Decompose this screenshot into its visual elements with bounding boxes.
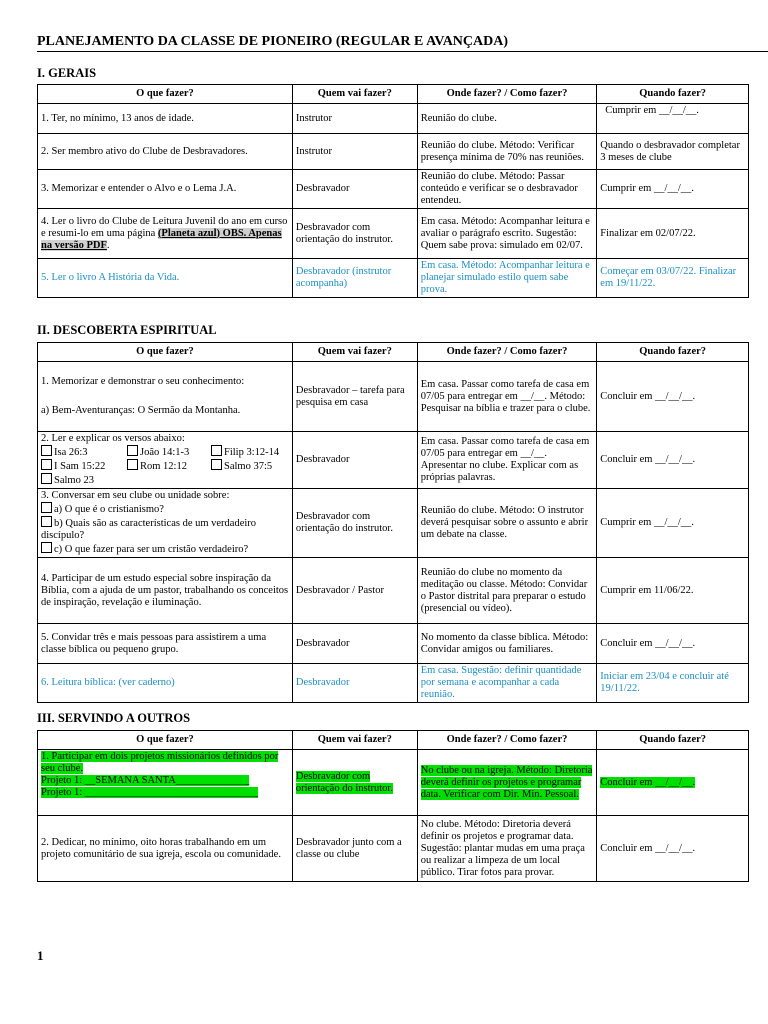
- header-who: Quem vai fazer?: [292, 85, 417, 104]
- checkbox[interactable]: [41, 473, 52, 484]
- cell-where: Em casa. Sugestão: definir quantidade por semana e acompanhar a cada reunião.: [417, 664, 597, 703]
- table-servindo: [37, 730, 749, 882]
- cell-when: Concluir em __/__/__.: [597, 816, 749, 882]
- cell-where: No momento da classe bíblica. Método: Convidar amigos ou familiares.: [417, 624, 597, 664]
- table-row: [38, 816, 749, 882]
- table-row: [38, 170, 749, 209]
- cell-what: 3. Memorizar e entender o Alvo e o Lema J.A.: [38, 170, 293, 209]
- cell-who: Instrutor: [292, 104, 417, 134]
- verse-label: Salmo 37:5: [224, 461, 273, 472]
- cell-who: Desbravador: [292, 624, 417, 664]
- checkbox[interactable]: [127, 459, 138, 470]
- cell-who: Instrutor: [292, 134, 417, 170]
- cell-when: [597, 750, 749, 816]
- cell-when: Cumprir em __/__/__.: [597, 104, 749, 134]
- cell-where: Reunião do clube. Método: Passar conteúdo e verificar se o desbravador entendeu.: [417, 170, 597, 209]
- cell-what: 6. Leitura bíblica: (ver caderno): [38, 664, 293, 703]
- header-who: Quem vai fazer?: [292, 343, 417, 362]
- checkbox[interactable]: [41, 445, 52, 456]
- highlighted-note: (Planeta azul) OBS. Apenas na versão PDF: [41, 227, 282, 251]
- table-row: [38, 624, 749, 664]
- table-header-row: [38, 731, 749, 750]
- cell-where: Reunião do clube.: [417, 104, 597, 134]
- cell-what: [38, 489, 293, 558]
- cell-where: Em casa. Método: Acompanhar leitura e avaliar o parágrafo escrito. Sugestão: Quem sabe prova: simulado em 02/07.: [417, 209, 597, 259]
- cell-who: Desbravador: [292, 170, 417, 209]
- cell-when: Começar em 03/07/22. Finalizar em 19/11/22.: [597, 259, 749, 298]
- verse-label: Isa 26:3: [54, 447, 88, 458]
- verse-label: Rom 12:12: [140, 461, 187, 472]
- project-line: Projeto 1: __SEMANA SANTA______________: [41, 775, 250, 786]
- header-where: Onde fazer? / Como fazer?: [417, 85, 597, 104]
- table-row: [38, 432, 749, 489]
- cell-who: Desbravador com orientação do instrutor.: [292, 209, 417, 259]
- checkbox[interactable]: [211, 445, 222, 456]
- cell-text: 3. Conversar em seu clube ou unidade sobre:: [41, 490, 230, 501]
- cell-text: 1. Participar em dois projetos missionários definidos por seu clube.: [41, 751, 279, 774]
- cell-text: 4. Ler o livro do Clube de Leitura Juvenil do ano em curso e resumi-lo em uma página: [41, 215, 288, 239]
- cell-when: Cumprir em __/__/__.: [597, 170, 749, 209]
- cell-where: Reunião do clube. Método: Verificar presença mínima de 70% nas reuniões.: [417, 134, 597, 170]
- cell-when: Cumprir em __/__/__.: [597, 489, 749, 558]
- header-where: Onde fazer? / Como fazer?: [417, 343, 597, 362]
- cell-what: 2. Ser membro ativo do Clube de Desbravadores.: [38, 134, 293, 170]
- cell-text: 2. Ler e explicar os versos abaixo:: [41, 433, 185, 444]
- cell-what: [38, 209, 293, 259]
- table-row: [38, 489, 749, 558]
- cell-when: Finalizar em 02/07/22.: [597, 209, 749, 259]
- cell-when: Iniciar em 23/04 e concluir até 19/11/22.: [597, 664, 749, 703]
- section-heading-servindo: III. SERVINDO A OUTROS: [37, 711, 191, 725]
- cell-when: Concluir em __/__/__.: [597, 362, 749, 432]
- verse-label: João 14:1-3: [140, 447, 190, 458]
- cell-who: Desbravador junto com a classe ou clube: [292, 816, 417, 882]
- cell-text: Desbravador com orientação do instrutor.: [295, 770, 393, 794]
- cell-what: 5. Ler o livro A História da Vida.: [38, 259, 293, 298]
- table-header-row: [38, 85, 749, 104]
- cell-who: Desbravador: [292, 432, 417, 489]
- table-row: [38, 664, 749, 703]
- cell-when: Concluir em __/__/__.: [597, 624, 749, 664]
- checkbox[interactable]: [41, 542, 52, 553]
- cell-what: 4. Participar de um estudo especial sobre inspiração da Bíblia, com a ajuda de um pastor, trabalhando os conceitos de inspiração, revelação e iluminação.: [38, 558, 293, 624]
- cell-when: Cumprir em 11/06/22.: [597, 558, 749, 624]
- cell-where: Em casa. Passar como tarefa de casa em 07/05 para entregar em __/__. Apresentar no clube. Explicar com as próprias palavras.: [417, 432, 597, 489]
- cell-where: Em casa. Passar como tarefa de casa em 07/05 para entregar em __/__. Método: Pesquisar na bíblia e trazer para o clube.: [417, 362, 597, 432]
- checkbox[interactable]: [127, 445, 138, 456]
- table-row: [38, 259, 749, 298]
- cell-when: Quando o desbravador completar 3 meses de clube: [597, 134, 749, 170]
- cell-what: 5. Convidar três e mais pessoas para assistirem a uma classe bíblica ou pequeno grupo.: [38, 624, 293, 664]
- checkbox[interactable]: [41, 502, 52, 513]
- cell-text: No clube ou na igreja. Método: Diretoria deverá definir os projetos e programar data. Verificar com Dir. Min. Pessoal.: [420, 764, 593, 800]
- verse-label: Salmo 23: [54, 475, 94, 486]
- cell-where: Reunião do clube no momento da meditação ou classe. Método: Convidar o Pastor distrital para preparar o estudo (presencial ou vídeo).: [417, 558, 597, 624]
- header-what: O que fazer?: [38, 85, 293, 104]
- table-descoberta: [37, 342, 749, 703]
- document-title: PLANEJAMENTO DA CLASSE DE PIONEIRO (REGULAR E AVANÇADA): [37, 34, 768, 52]
- cell-where: Reunião do clube. Método: O instrutor deverá pesquisar sobre o assunto e abrir um debate na classe.: [417, 489, 597, 558]
- option-label: a) O que é o cristianismo?: [54, 504, 164, 515]
- option-label: c) O que fazer para ser um cristão verdadeiro?: [54, 544, 249, 555]
- cell-what: 2. Dedicar, no mínimo, oito horas trabalhando em um projeto comunitário de sua igreja, escola ou comunidade.: [38, 816, 293, 882]
- cell-who: Desbravador / Pastor: [292, 558, 417, 624]
- table-row: [38, 209, 749, 259]
- cell-text: 1. Memorizar e demonstrar o seu conhecimento:: [41, 376, 245, 387]
- cell-what: [38, 362, 293, 432]
- cell-where: Em casa. Método: Acompanhar leitura e planejar simulado estilo quem sabe prova.: [417, 259, 597, 298]
- header-when: Quando fazer?: [597, 343, 749, 362]
- header-when: Quando fazer?: [597, 731, 749, 750]
- table-gerais: [37, 84, 749, 298]
- cell-text: a) Bem-Aventuranças: O Sermão da Montanha.: [41, 405, 241, 416]
- section-heading-descoberta: II. DESCOBERTA ESPIRITUAL: [37, 323, 217, 337]
- project-line: Projeto 1: _________________________________: [41, 787, 258, 798]
- cell-when: Concluir em __/__/__.: [597, 432, 749, 489]
- section-heading-gerais: I. GERAIS: [37, 66, 97, 80]
- cell-who: [292, 750, 417, 816]
- cell-what: [38, 750, 293, 816]
- table-row: [38, 750, 749, 816]
- header-who: Quem vai fazer?: [292, 731, 417, 750]
- checkbox[interactable]: [41, 516, 52, 527]
- header-when: Quando fazer?: [597, 85, 749, 104]
- table-row: [38, 104, 749, 134]
- page-number: 1: [37, 948, 44, 963]
- verse-label: I Sam 15:22: [54, 461, 106, 472]
- cell-who: Desbravador (instrutor acompanha): [292, 259, 417, 298]
- verse-label: Filip 3:12-14: [224, 447, 280, 458]
- table-row: [38, 362, 749, 432]
- cell-where: [417, 750, 597, 816]
- checkbox[interactable]: [41, 459, 52, 470]
- cell-who: Desbravador: [292, 664, 417, 703]
- option-label: b) Quais são as características de um verdadeiro discípulo?: [41, 518, 257, 541]
- header-what: O que fazer?: [38, 343, 293, 362]
- header-what: O que fazer?: [38, 731, 293, 750]
- cell-who: Desbravador com orientação do instrutor.: [292, 489, 417, 558]
- cell-what: [38, 432, 293, 489]
- cell-where: No clube. Método: Diretoria deverá definir os projetos e programar data. Sugestão: plantar mudas em uma praça ou realizar a limpeza de um local público. Tirar fotos para provar.: [417, 816, 597, 882]
- table-header-row: [38, 343, 749, 362]
- cell-what: 1. Ter, no mínimo, 13 anos de idade.: [38, 104, 293, 134]
- cell-text: Concluir em __/__/__.: [600, 776, 696, 788]
- checkbox[interactable]: [211, 459, 222, 470]
- header-where: Onde fazer? / Como fazer?: [417, 731, 597, 750]
- table-row: [38, 558, 749, 624]
- cell-who: Desbravador – tarefa para pesquisa em casa: [292, 362, 417, 432]
- cell-text: .: [106, 239, 110, 251]
- table-row: [38, 134, 749, 170]
